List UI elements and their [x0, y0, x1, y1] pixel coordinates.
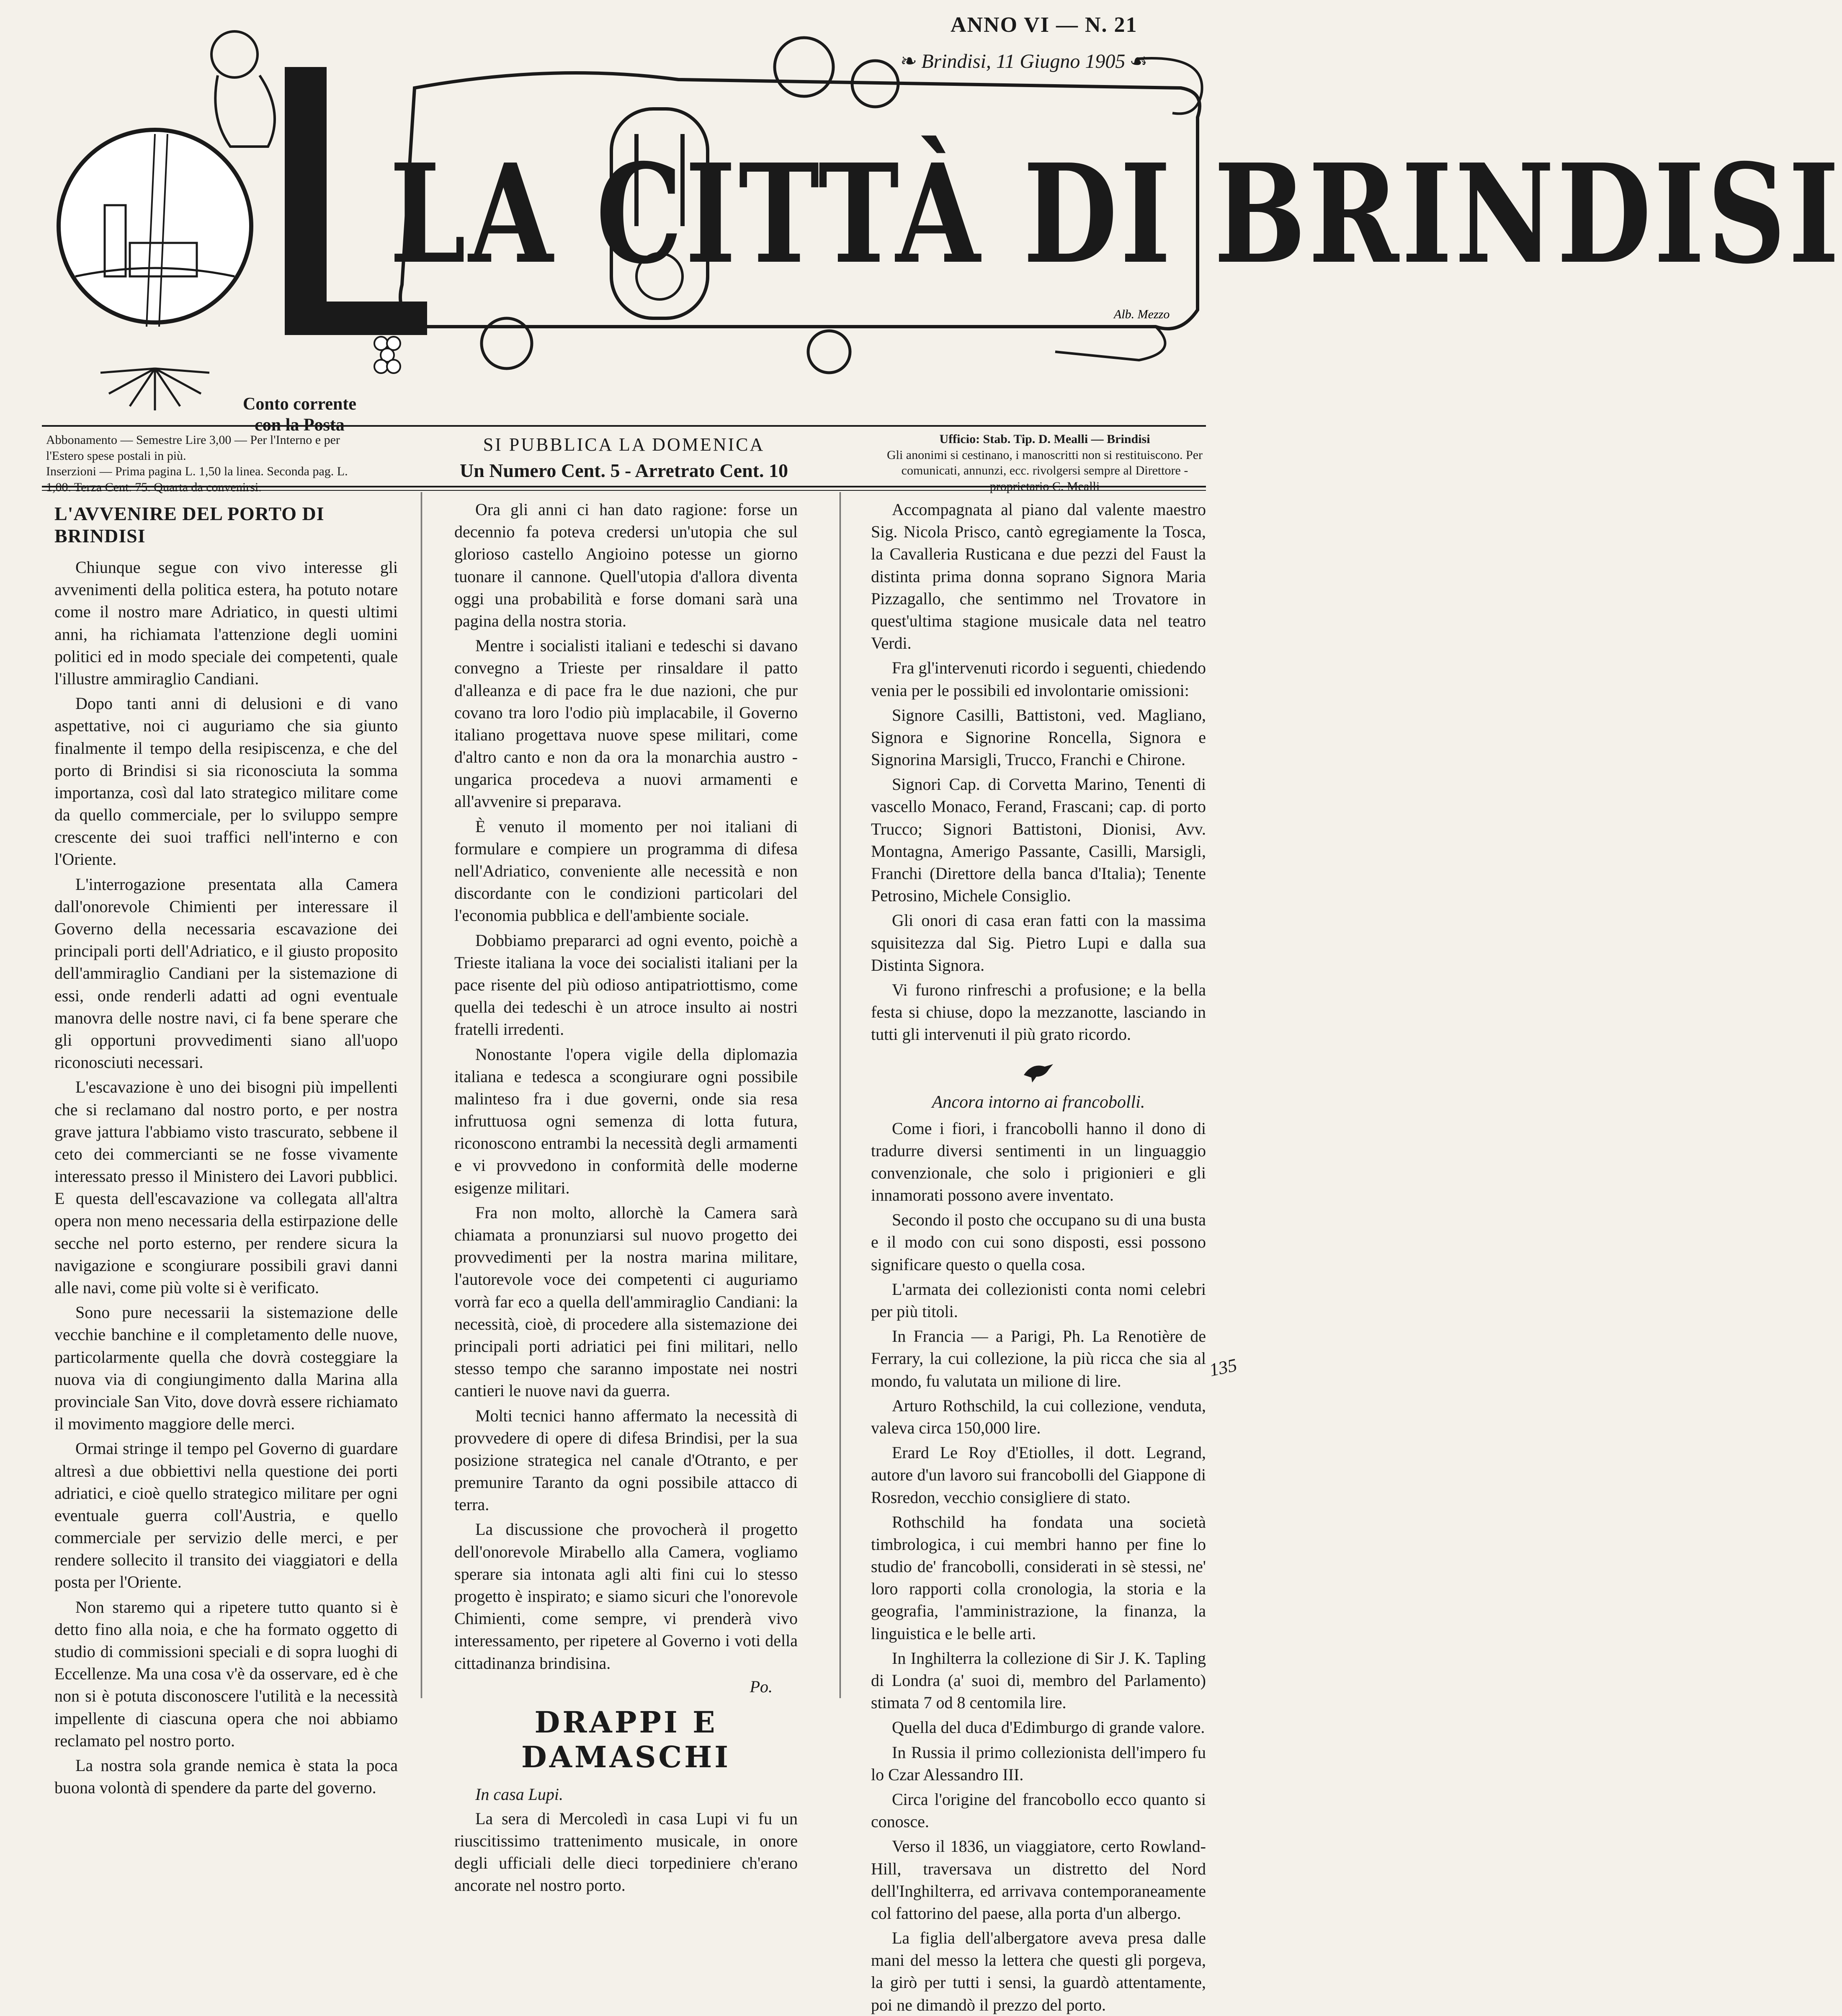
- paragraph: Chiunque segue con vivo interesse gli avvenimenti della politica estera, ha potuto notare come il nostro mare Adriatico, in questi ultimi anni, ha richiamata l'attenzione degli uomini politici ed in modo speciale dei competenti, quale l'illustre ammiraglio Candiani.: [54, 558, 398, 688]
- column-rule-2: [840, 492, 841, 1698]
- crow-icon: [1020, 1058, 1057, 1083]
- paragraph: Dobbiamo prepararci ad ogni evento, poichè a Trieste italiana la voce dei socialisti italiani per la pace risente del più odioso antipatriottismo, come quella dei tedeschi è un atroce insulto ai nostri fratelli irredenti.: [454, 931, 798, 1039]
- paragraph: Erard Le Roy d'Etiolles, il dott. Legrand, autore d'un lavoro sui francobolli del Giappone di Rosredon, vecchio consigliere di stato.: [871, 1443, 1206, 1507]
- conto-line-1: Conto corrente: [243, 394, 356, 414]
- paragraph: Mentre i socialisti italiani e tedeschi si davano convegno a Trieste per rinsaldare il patto d'alleanza e di pace fra le due nazioni, che pur covano tra loro l'odio più implacabile, il Governo italiano progettava nuove spese militari, come d'altro canto e non da ora la monarchia austro - ungarica procedeva a nuovi armamenti e all'avvenire si preparava.: [454, 636, 798, 811]
- editorial-note: Gli anonimi si cestinano, i manoscritti non si restituiscono. Per comunicati, annunzi, ecc. rivolgersi sempre al Direttore - proprietario C. Mealli: [886, 448, 1203, 493]
- paragraph: In Russia il primo collezionista dell'impero fu lo Czar Alessandro III.: [871, 1743, 1206, 1784]
- ornament-right-icon: ☙: [1129, 50, 1148, 72]
- insertion-rates: Inserzioni — Prima pagina L. 1,50 la linea. Seconda pag. L. 1,00. Terza Cent. 75. Quarta da convenirsi.: [46, 464, 348, 494]
- paragraph: L'armata dei collezionisti conta nomi celebri per più titoli.: [871, 1279, 1206, 1321]
- paragraph: Vi furono rinfreschi a profusione; e la bella festa si chiuse, dopo la mezzanotte, lasciando in tutti gli intervenuti il più grato ricordo.: [871, 980, 1206, 1044]
- column-2: [454, 498, 798, 1895]
- paragraph: Arturo Rothschild, la cui collezione, venduta, valeva circa 150,000 lire.: [871, 1396, 1206, 1437]
- paragraph: Signore Casilli, Battistoni, ved. Magliano, Signora e Signorine Roncella, Signora e Signorina Marsigli, Trucco, Franchi e Chirone.: [871, 705, 1206, 769]
- publication-info: [431, 434, 817, 482]
- paragraph: La figlia dell'albergatore aveva presa dalle mani del messo la lettera che questi gli porgeva, la girò per tutti i sensi, la guardò attentamente, poi ne dimandò il prezzo del porto.: [871, 1928, 1206, 2014]
- office-address: Ufficio: Stab. Tip. D. Mealli — Brindisi: [939, 432, 1150, 446]
- publication-day: SI PUBBLICA LA DOMENICA: [483, 434, 765, 455]
- paragraph: Ormai stringe il tempo pel Governo di guardare altresì a due obbiettivi nella questione dei porti adriatici, e cioè quello strategico militare per ogni eventuale guerra coll'Austria, e quello commerciale per servizio delle merci, e per rendere sollecito il transito dei viaggiatori e della posta per l'Oriente.: [54, 1439, 398, 1592]
- paragraph: La nostra sola grande nemica è stata la poca buona volontà di spendere da parte del governo.: [54, 1756, 398, 1797]
- ornament-left-icon: ❧: [900, 50, 917, 72]
- paragraph: È venuto il momento per noi italiani di formulare e compiere un programma di difesa nell'Adriatico, conveniente alle necessità e non discordante con le condizioni particolari del l'economia pubblica e dell'ambiente sociale.: [454, 817, 798, 925]
- paragraph: L'interrogazione presentata alla Camera dall'onorevole Chimienti per interessare il Governo della necessaria escavazione dei principali porti dell'Adriatico, e il giusto proposito dell'ammiraglio Candiani per la sistemazione di essi, onde renderli adatti ad ogni eventuale manovra delle nostre navi, ci fa bene sperare che gli opportuni provvedimenti siano all'uopo riconosciuti necessari.: [54, 874, 398, 1072]
- paragraph: Verso il 1836, un viaggiatore, certo Rowland-Hill, traversava un distretto del Nord dell'Inghilterra, ed arrivava contemporaneamente col fattorino del paese, alla porta d'un albergo.: [871, 1837, 1206, 1923]
- issue-number: ANNO VI — N. 21: [951, 13, 1138, 37]
- paragraph: Secondo il posto che occupano su di una busta e il modo con cui sono disposti, essi possono significare questo o quella cosa.: [871, 1210, 1206, 1274]
- paragraph: Ora gli anni ci han dato ragione: forse un decennio fa poteva credersi un'utopia che sul glorioso castello Angioino potesse un giorno tuonare il cannone. Quell'utopia d'allora diventa oggi una probabilità e forse domani sarà una pagina della nostra storia.: [454, 500, 798, 630]
- paragraph: Fra gl'intervenuti ricordo i seguenti, chiedendo venia per le possibili ed involontarie omissioni:: [871, 658, 1206, 700]
- newspaper-title: LA CITTÀ DI BRINDISI: [389, 134, 1842, 294]
- artist-signature: Alb. Mezzo: [1114, 307, 1170, 321]
- article-heading-francobolli: Ancora intorno ai francobolli.: [932, 1092, 1145, 1112]
- paragraph: Molti tecnici hanno affermato la necessità di provvedere di opere di difesa Brindisi, per la sua posizione strategica nel canale d'Otranto, e per premunire Taranto da ogni possibile attacco di terra.: [454, 1406, 798, 1514]
- author-signature: Po.: [750, 1677, 773, 1696]
- top-rule: [42, 425, 1206, 427]
- paragraph: Fra non molto, allorchè la Camera sarà chiamata a pronunziarsi sul nuovo progetto dei provvedimenti per la nostra marina militare, l'autorevole voce dei competenti ci auguriamo vorrà far eco a quella dell'ammiraglio Candiani: la necessità, cioè, di procedere alla sistemazione dei principali porti adriatici pei fini militari, nello stesso tempo che saranno impostate nei nostri cantieri le nuove navi da guerra.: [454, 1203, 798, 1400]
- paragraph: Non staremo qui a ripetere tutto quanto si è detto fino alla noia, e che ha formato oggetto di studio di commissioni speciali e di sopra luoghi di Eccellenze. Ma una cosa v'è da osservare, ed è che non si è potuta disconoscere l'utilità e la necessità impellente di ciascuna opera che noi abbiamo reclamato pel nostro porto.: [54, 1597, 398, 1750]
- issue-price: Un Numero Cent. 5 - Arretrato Cent. 10: [460, 460, 788, 481]
- column-rule-1: [421, 492, 422, 1698]
- paragraph: Dopo tanti anni di delusioni e di vano aspettative, noi ci auguriamo che sia giunto finalmente il tempo della resipiscenza, e che del porto di Brindisi si sia riconosciuta la somma importanza, così dal lato strategico militare come da quello commerciale, per lo sviluppo sempre crescente dei suoi traffici nell'interno e con l'Oriente.: [54, 694, 398, 869]
- subheading-casa-lupi: In casa Lupi.: [475, 1784, 563, 1804]
- conto-line-2: con la Posta: [255, 415, 345, 435]
- paragraph: Circa l'origine del francobollo ecco quanto si conosce.: [871, 1789, 1206, 1831]
- bottom-rule-thin: [42, 490, 1206, 491]
- paragraph: L'escavazione è uno dei bisogni più impellenti che si reclamano dal nostro porto, e per nostra grave jattura l'abbiamo visto trascurato, sebbene il ceto dei commercianti se ne fosse vivamente interessato presso il Ministero dei Lavori pubblici. E questa dell'escavazione va collegata all'altra opera non meno necessaria della estirpazione delle secche nel porto esterno, per rendere sicura la navigazione e scongiurare possibili gravi danni alle navi, come più volte si è verificato.: [54, 1078, 398, 1297]
- allegorical-figure: [211, 31, 258, 77]
- paragraph: Gli onori di casa eran fatti con la massima squisitezza dal Sig. Pietro Lupi e dalla sua Distinta Signora.: [871, 911, 1206, 974]
- paragraph: Accompagnata al piano dal valente maestro Sig. Nicola Prisco, cantò egregiamente la Tosca, la Cavalleria Rusticana e due pezzi del Faust la distinta prima donna soprano Signora Maria Pizzagallo, che sentimmo nel Trovatore in quest'ultima stagione musicale data nel teatro Verdi.: [871, 500, 1206, 653]
- crow-vignette: [871, 1058, 1206, 1085]
- flower-top: [775, 38, 833, 96]
- subscription-line: Abbonamento — Semestre Lire 3,00 — Per l'Interno e per l'Estero spese postali in più.: [46, 433, 340, 463]
- bottom-rule: [42, 486, 1206, 487]
- sunburst: [100, 369, 209, 410]
- paragraph: Rothschild ha fondata una società timbrologica, i cui membri hanno per fine lo studio de' francobolli, considerati in sè stessi, ne' loro rapporti colla cronologia, la storia e la geografia, l'amministrazione, la finanza, la linguistica e le belle arti.: [871, 1512, 1206, 1643]
- paragraph: Come i fiori, i francobolli hanno il dono di tradurre diversi sentimenti in un linguaggio convenzionale, che solo i prigionieri e gli innamorati possono avere inventato.: [871, 1119, 1206, 1205]
- paragraph: Quella del duca d'Edimburgo di grande valore.: [892, 1718, 1205, 1737]
- handwritten-margin-note: 135: [1207, 1354, 1239, 1381]
- paragraph: Nonostante l'opera vigile della diplomazia italiana e tedesca a scongiurare ogni possibile malinteso fra i due governi, onde sia resa infruttuosa ogni semenza di lotta futura, riconoscono entrambi la necessità degli armamenti e vi provvedono in conformità delle moderne esigenze militari.: [454, 1044, 798, 1197]
- article-heading-porto: L'AVVENIRE DEL PORTO DI BRINDISI: [54, 503, 325, 547]
- office-info: [884, 431, 1206, 494]
- paragraph: In Francia — a Parigi, Ph. La Renotière de Ferrary, la cui collezione, la più ricca che sia al mondo, fu valutata un milione di lire.: [871, 1327, 1206, 1390]
- column-1: [54, 498, 398, 1797]
- date-text: Brindisi, 11 Giugno 1905: [921, 50, 1126, 72]
- paragraph: La sera di Mercoledì in casa Lupi vi fu un riuscitissimo trattenimento musicale, in onore degli ufficiali delle dieci torpediniere ch'erano ancorate nel nostro porto.: [454, 1809, 798, 1895]
- paragraph: Sono pure necessarii la sistemazione delle vecchie banchine e il completamento delle nuove, particolarmente quella che dovrà costeggiare la nuova via di congiungimento dalla Marina alla provinciale San Vito, dove dovrà essere richiamato il movimento maggiore delle merci.: [54, 1303, 398, 1433]
- section-heading-drappi: DRAPPI E DAMASCHI: [521, 1704, 731, 1774]
- column-3: [871, 498, 1206, 2014]
- city-medallion: [59, 130, 251, 322]
- grapes: [374, 337, 400, 373]
- paragraph: La discussione che provocherà il progetto dell'onorevole Mirabello alla Camera, vogliamo sperare sia intonata agli alti fini cui lo stesso progetto è inspirato; e siamo sicuri che l'onorevole Chimienti, come sempre, vi prenderà vivo interessamento, per ripetere al Governo i voti della cittadinanza brindisina.: [454, 1520, 798, 1673]
- paragraph: Signori Cap. di Corvetta Marino, Tenenti di vascello Monaco, Ferand, Frascani; cap. di porto Trucco; Signori Battistoni, Dionisi, Avv. Montagna, Amerigo Passante, Casilli, Marsigli, Franchi (Direttore della banca d'Italia); Tenente Petrosino, Michele Consiglio.: [871, 775, 1206, 905]
- conto-corrente-note: [243, 394, 356, 436]
- paragraph: In Inghilterra la collezione di Sir J. K. Tapling di Londra (a' suoi di, membro del Parlamento) stimata 7 od 8 centomila lire.: [871, 1648, 1206, 1712]
